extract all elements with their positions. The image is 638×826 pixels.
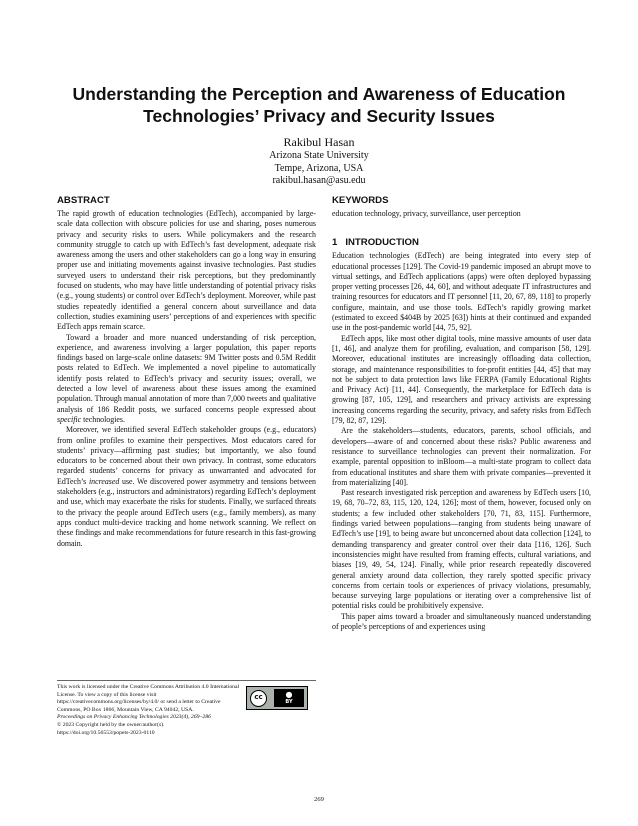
keywords-text: education technology, privacy, surveillance, user perception (332, 209, 521, 218)
abstract-heading: ABSTRACT (57, 195, 110, 206)
emphasis-specific: specific (57, 414, 82, 424)
page-number: 269 (314, 796, 324, 803)
creative-commons-icon: cc (250, 690, 267, 707)
doi-link[interactable]: https://doi.org/10.56553/popets-2023-0110 (57, 729, 155, 736)
by-label: BY (285, 698, 293, 705)
person-icon: ● (285, 689, 293, 699)
keywords-heading: KEYWORDS (332, 195, 389, 206)
emphasis-increased: increased (88, 476, 120, 486)
introduction-heading: 1 INTRODUCTION (332, 237, 419, 249)
author-location: Tempe, Arizona, USA (274, 162, 364, 174)
abstract-paragraph-3: Moreover, we identified several EdTech stakeholder groups (e.g., educators) from online profiles to examine their perspectives. Most educators cared for students’ privacy—affirming past studies; but importantly, we also found educators to be concerned about their own privacy. In contrast, some educators regarded students’ concerns for privacy as unwarranted and advocated for EdTech’s increased use. We discovered power asymmetry and tensions between stakeholders (e.g., instructors and administrators) regarding EdTech’s deployment and use, which may exacerbate the risks for students. Finally, we surfaced threats to the privacy the people around EdTech users (e.g., family members), as many apps conduct multi-device tracking and home network scanning. We reflect on these findings and make recommendations for future research in this fast-growing domain. (57, 425, 317, 548)
author-name: Rakibul Hasan (283, 135, 355, 149)
paper-title: Understanding the Perception and Awareness of Education Technologies’ Privacy and Security Issues (72, 84, 566, 126)
license-text: This work is licensed under the Creative Commons Attribution 4.0 International License. To view a copy of this license visit https://creativecommons.org/licenses/by/4.0/ or send a letter to Creative Commons, PO Box 1866, Mountain View, CA 94042, USA. (57, 684, 240, 713)
author-block (40, 135, 598, 188)
right-column (332, 195, 591, 632)
author-affiliation: Arizona State University (269, 150, 369, 161)
proceedings-line: Proceedings on Privacy Enhancing Technologies 2023(4), 269–286 (57, 714, 211, 721)
left-column (57, 195, 316, 549)
intro-paragraph-4: Past research investigated risk perception and awareness by EdTech users [10, 19, 68, 70–72, 83, 115, 120, 124, 126]; most of them, however, focused only on students; a few included other stakeholders [70, 71, 83, 115]. Furthermore, findings varied between populations—ranging from students being unaware of EdTech’s use [19], to being aware but unconcerned about data collection [124], to demanding transparency and greater control over their data [116, 126]. Such inconsistencies might have resulted from framing effects, cultural variations, and biases [19, 49, 54, 124]. Finally, while prior research repeatedly discovered general anxiety around data collection, they rarely spotted specific privacy concerns from certain tools or experiences of privacy violations, presumably, because surveying large populations or iterating over a comprehensive list of potential risks could be prohibitively expensive. (332, 488, 591, 611)
attribution-icon (274, 689, 304, 707)
intro-paragraph-5: This paper aims toward a broader and simultaneously nuanced understanding of people’s perceptions of and experiences using (332, 611, 591, 631)
abstract-paragraph-2: Toward a broader and more nuanced understanding of risk perception, experience, and awareness involving a larger population, this paper reports findings based on large-scale online datasets: 9M Twitter posts and 0.5M Reddit posts related to EdTech. We implemented a novel pipeline to automatically identify posts related to EdTech’s privacy and security issues; overall, we detected a low level of awareness about these issues among the examined population. Through manual annotation of more than 7,000 tweets and qualitative analysis of 186 Reddit posts, we surfaced concerns people expressed about specific technologies. (57, 332, 316, 424)
intro-paragraph-3: Are the stakeholders—students, educators, parents, school officials, and developers—aware of and concerned about these risks? Public awareness and resistance to surveillance technologies can prevent their normalization. For example, parental opposition to inBloom—a multi-state program to collect data from educational institutes and share them with private companies—prevented it from materializing [40]. (332, 426, 591, 487)
intro-paragraph-2: EdTech apps, like most other digital tools, mine massive amounts of user data [1, 46], and analyze them for profiling, evaluation, and comparison [58, 129]. Moreover, educational institutes are increasingly offloading data collection, storage, and maintenance responsibilities to for-profit entities [44, 45] that may not be subject to data protection laws like FERPA (Family Educational Rights and Privacy Act) [11, 44]. Consequently, the marketplace for EdTech data is growing [87, 105, 129], and researchers and privacy activists are expressing increasing concerns regarding the security, privacy, and safety risks from EdTech [79, 82, 87, 129]. (332, 333, 591, 426)
copyright-line: © 2023 Copyright held by the owner/author(s). (57, 721, 165, 728)
abstract-paragraph-1: The rapid growth of education technologies (EdTech), accompanied by large-scale data collection with obscure policies for use and sharing, poses numerous privacy and security risks to users. While policymakers and the research community struggle to catch up with EdTech’s fast development, adequate risk awareness among the users and other stakeholders can go a long way in ensuring proper use and initiating movements against invasive technologies. Past studies surveyed users to understand their risk perceptions, but they predominantly focused on students, who may have little understanding of potential privacy risks (e.g., young students) or control over EdTech’s deployment. Moreover, while past studies repeatedly identified a general concern about surveillance and data collection, studies examining users’ perceptions of and experiences with specific EdTech apps remain scarce. (57, 209, 316, 332)
cc-by-license-badge (246, 686, 308, 710)
intro-paragraph-1: Education technologies (EdTech) are being integrated into every step of educational processes [129]. The Covid-19 pandemic imposed an abrupt move to virtual settings, and EdTech applications (apps) were often deployed bypassing proper vetting processes [26, 44, 60], and without adequate IT infrastructures and training resources for educators and IT personnel [11, 20, 67, 89, 118] to properly configure, maintain, and use those tools. EdTech’s rapidly growing market (estimated to exceed $404B by 2025 [63]) hints at their continued and expanded use in the post-pandemic world [44, 75, 92]. (332, 251, 591, 333)
license-footnote (57, 680, 316, 737)
author-email: rakibul.hasan@asu.edu (272, 175, 366, 186)
